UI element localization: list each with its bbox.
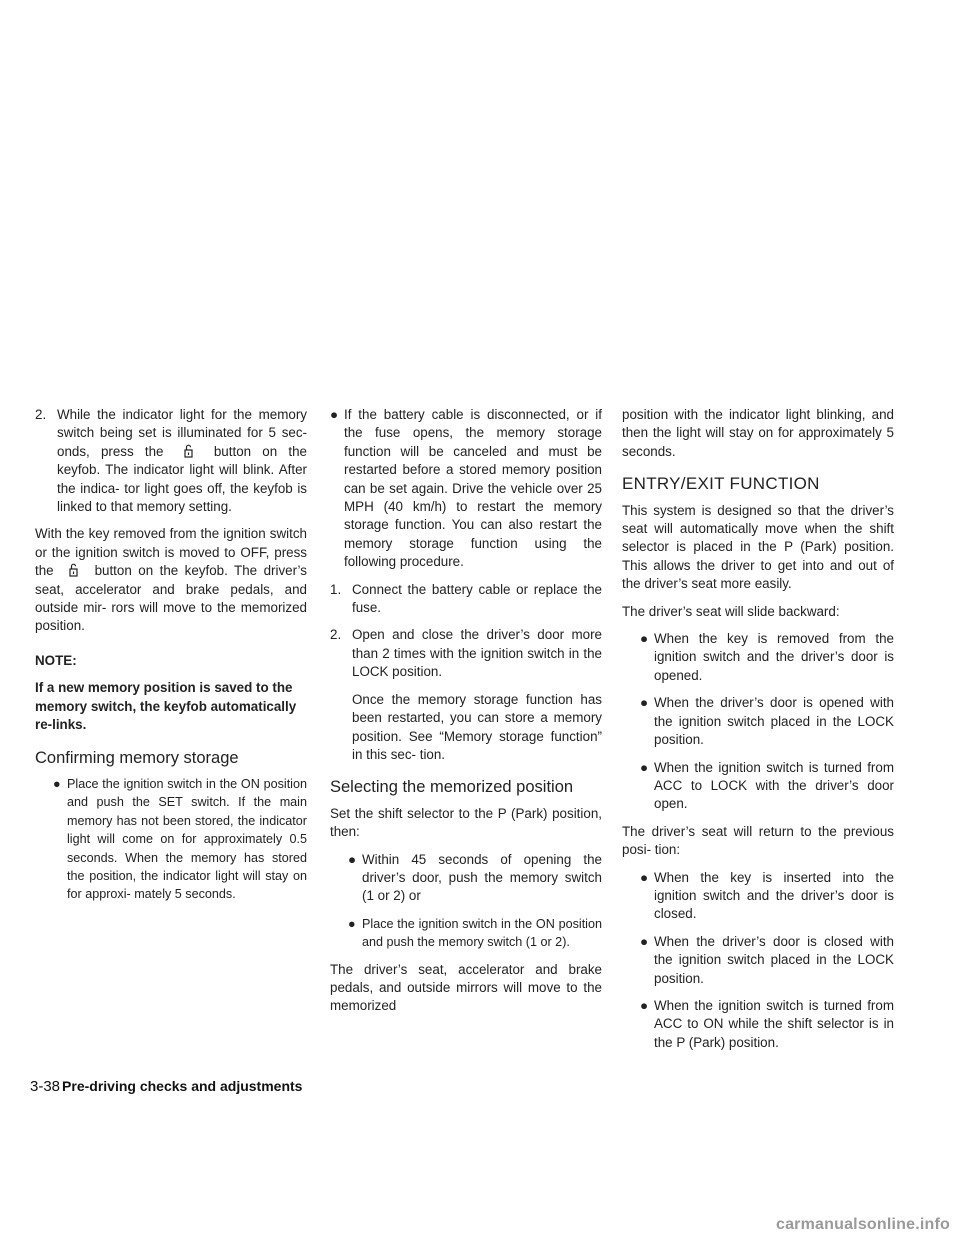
list-item: ● Within 45 seconds of opening the driver’s door, push the memory switch (1 or 2) or bbox=[348, 851, 602, 906]
heading-entry-exit-function: ENTRY/EXIT FUNCTION bbox=[622, 474, 820, 494]
step-number: 2. bbox=[35, 407, 47, 422]
step-2: 2. Open and close the driver’s door more than 2 times with the ignition switch in the LOCK position. bbox=[330, 626, 602, 681]
section-title: Pre-driving checks and adjustments bbox=[62, 1078, 303, 1094]
list-item: ● If the battery cable is disconnected, or if the fuse opens, the memory storage function will be canceled and must be restarted before a stored memory position can be set again. Drive the vehicle over 25 MPH (40 km/h) to restart the memory storage function. You can also restart the memory storage function using the following procedure. bbox=[330, 406, 602, 572]
heading-confirming-memory-storage: Confirming memory storage bbox=[35, 748, 239, 767]
list-item: ● When the key is removed from the ignition switch and the driver’s door is opened. bbox=[640, 630, 894, 685]
list-item: ● When the ignition switch is turned from ACC to ON while the shift selector is in the P (Park) position. bbox=[640, 997, 894, 1052]
page-number: 3-38 bbox=[30, 1078, 61, 1095]
list-item: ● Place the ignition switch in the ON position and push the SET switch. If the main memory has not been stored, the indicator light will come on for approximately 0.5 seconds. When the memory has stored the position, the indicator light will stay on for approxi- mately 5 seconds. bbox=[53, 775, 307, 904]
select-outro: The driver’s seat, accelerator and brake pedals, and outside mirrors will move to the memorized bbox=[330, 961, 602, 1014]
step-number: 1. bbox=[330, 581, 342, 597]
column-2 bbox=[330, 406, 602, 1025]
column-1 bbox=[35, 406, 307, 913]
bullet-icon: ● bbox=[348, 916, 356, 931]
step-2-keyfob-link bbox=[35, 406, 307, 516]
step-number: 2. bbox=[330, 627, 342, 643]
bullet-icon: ● bbox=[640, 631, 649, 647]
list-item: ● When the driver’s door is closed with the ignition switch placed in the LOCK position. bbox=[640, 933, 894, 988]
list-item: ● When the key is inserted into the ignition switch and the driver’s door is closed. bbox=[640, 869, 894, 924]
backward-intro: The driver’s seat will slide backward: bbox=[622, 603, 840, 619]
entry-intro: This system is designed so that the driver’s seat will automatically move when the shift selector is placed in the P (Park) position. This allows the driver to get into and out of the driver’s seat more easily. bbox=[622, 502, 894, 592]
heading-selecting-memorized-position: Selecting the memorized position bbox=[330, 778, 574, 797]
bullet-icon: ● bbox=[640, 997, 649, 1013]
page-footer bbox=[30, 1078, 302, 1095]
select-intro: Set the shift selector to the P (Park) position, then: bbox=[330, 805, 602, 840]
bullet-icon: ● bbox=[348, 851, 357, 867]
note-label: NOTE: bbox=[35, 652, 77, 668]
step-2-continuation: Once the memory storage function has been restarted, you can store a memory position. See “Memory storage function” in this sec- tion. bbox=[352, 691, 602, 762]
watermark: carmanualsonline.info bbox=[775, 1216, 950, 1233]
continuation-text: position with the indicator light blinking, and then the light will stay on for approximately 5 seconds. bbox=[622, 407, 894, 459]
unlock-keyfob-icon bbox=[64, 563, 82, 577]
keyfob-recall-paragraph: With the key removed from the ignition switch or the ignition switch is moved to OFF, press the button on the keyfob. The driver’s seat, accelerator and brake pedals, and outside mir- rors will move to the memorized position. bbox=[35, 526, 307, 634]
bullet-icon: ● bbox=[640, 759, 649, 775]
note-text: If a new memory position is saved to the memory switch, the keyfob automatically re-links. bbox=[35, 680, 297, 733]
list-item: ● Place the ignition switch in the ON position and push the memory switch (1 or 2). bbox=[348, 915, 602, 952]
list-item: ● When the ignition switch is turned from ACC to LOCK with the driver’s door open. bbox=[640, 759, 894, 814]
bullet-icon: ● bbox=[640, 869, 649, 885]
list-item: ● When the driver’s door is opened with the ignition switch placed in the LOCK position. bbox=[640, 694, 894, 749]
bullet-icon: ● bbox=[640, 933, 649, 949]
bullet-icon: ● bbox=[53, 776, 61, 791]
bullet-icon: ● bbox=[330, 407, 339, 422]
bullet-icon: ● bbox=[640, 695, 649, 711]
return-intro: The driver’s seat will return to the previous posi- tion: bbox=[622, 823, 894, 858]
unlock-keyfob-icon bbox=[179, 444, 197, 458]
step-1: 1. Connect the battery cable or replace the fuse. bbox=[330, 581, 602, 618]
column-3 bbox=[622, 406, 894, 1061]
step-text: While the indicator light for the memory switch being set is illuminated for 5 sec- onds, press the button on the keyfob. The indicator light will blink. After the indica- tor light goes off, the keyfob is linked to that memory setting. bbox=[57, 407, 307, 515]
